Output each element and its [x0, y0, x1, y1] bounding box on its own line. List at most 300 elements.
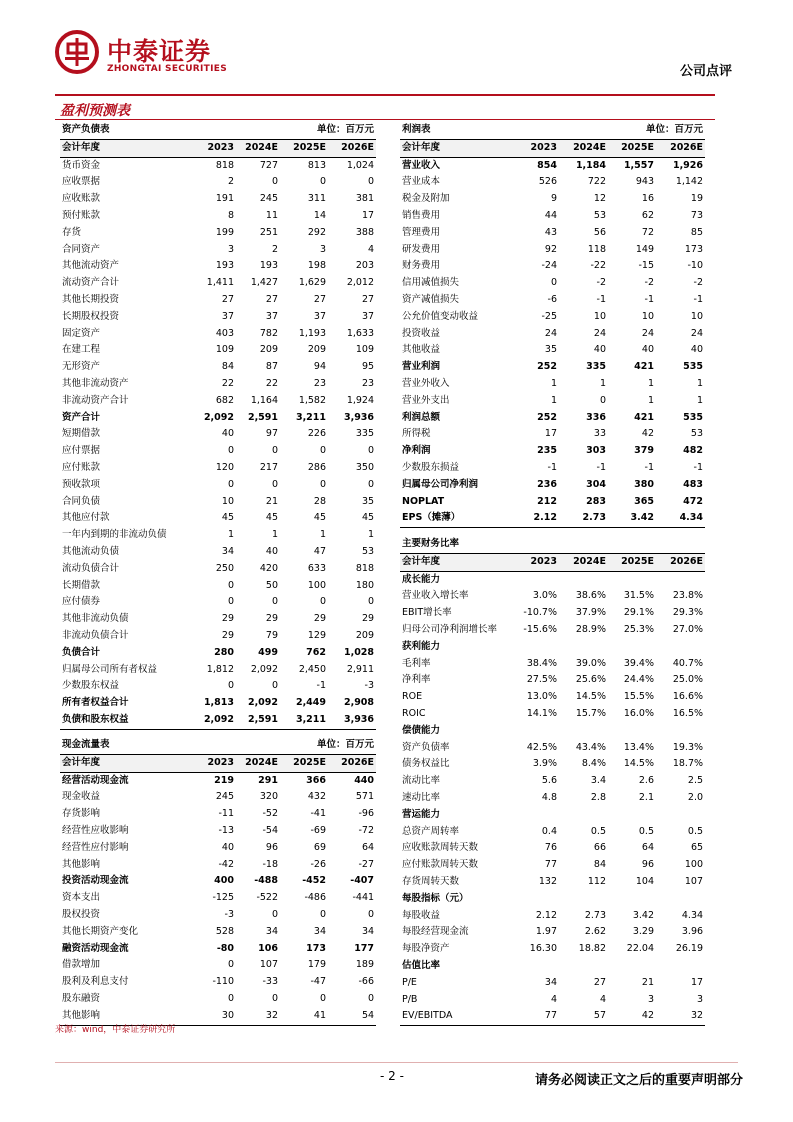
row-label: 预付账款 — [62, 209, 101, 221]
row-label: 应收账款周转天数 — [402, 842, 479, 854]
table-row — [400, 191, 705, 208]
row-value: 29.3% — [672, 607, 704, 619]
row-value: -3 — [364, 680, 375, 692]
row-label: 融资活动现金流 — [62, 942, 129, 954]
table-title: 现金流量表 — [60, 737, 280, 754]
row-label: 预收款项 — [62, 478, 101, 490]
table-row — [60, 174, 376, 191]
header-divider — [55, 94, 715, 96]
table-row — [60, 410, 376, 427]
row-value: 3,211 — [280, 712, 328, 729]
footer-divider — [55, 1062, 738, 1063]
row-value: 3.29 — [632, 926, 654, 938]
row-value: 41 — [280, 1008, 328, 1025]
row-label: 所得税 — [402, 428, 431, 440]
row-value: 0 — [227, 478, 234, 490]
table-row — [60, 359, 376, 376]
row-value: 1,557 — [623, 159, 654, 171]
row-label: 营业利润 — [402, 361, 441, 373]
row-value: 104 — [635, 875, 654, 887]
table-row — [60, 527, 376, 544]
row-label: 每股收益 — [402, 909, 441, 921]
row-value: 291 — [258, 774, 279, 786]
row-value — [608, 958, 656, 975]
table-row — [60, 393, 376, 410]
row-value: 18.7% — [672, 758, 704, 770]
row-value: 199 — [215, 226, 234, 238]
row-value: 1 — [550, 377, 557, 389]
row-value — [510, 639, 559, 656]
cash-flow-table — [60, 737, 376, 1026]
row-value: -42 — [218, 858, 234, 870]
row-value: 17 — [544, 428, 557, 440]
row-value: 69 — [313, 841, 327, 853]
row-value: 335 — [355, 428, 375, 440]
table-row — [60, 258, 376, 275]
row-value: 21 — [265, 495, 279, 507]
table-row — [400, 824, 705, 841]
table-row — [60, 342, 376, 359]
row-value: 1,193 — [298, 327, 327, 339]
row-value: 173 — [684, 243, 704, 255]
row-value: 53 — [593, 209, 606, 221]
row-value: 526 — [538, 176, 557, 188]
table-row — [60, 628, 376, 645]
row-label: 应付债券 — [62, 596, 101, 608]
row-label: 毛利率 — [402, 657, 431, 669]
row-value: 47 — [313, 545, 327, 557]
row-value: 3.42 — [608, 510, 656, 527]
table-row — [60, 678, 376, 695]
row-value: -1 — [644, 293, 654, 305]
row-label: 非流动负债合计 — [62, 629, 129, 641]
row-value: 180 — [355, 579, 375, 591]
row-value: 0 — [367, 478, 375, 490]
row-label: 偿债能力 — [402, 724, 441, 736]
row-value: 38.6% — [575, 590, 606, 602]
row-label: 其他收益 — [402, 344, 441, 356]
table-row — [400, 756, 705, 773]
column-header-year: 2026E — [656, 139, 705, 157]
row-value: 2.5 — [687, 775, 704, 787]
row-value: 1 — [647, 394, 654, 406]
row-value: 5.6 — [541, 775, 557, 787]
row-value: 4.34 — [656, 510, 705, 527]
row-value: -1 — [644, 461, 654, 473]
row-label: 负债和股东权益 — [60, 712, 186, 729]
row-value: 3.9% — [532, 758, 557, 770]
column-header-year: 2023 — [186, 139, 236, 157]
row-label: 净利率 — [402, 674, 431, 686]
row-value: 1,926 — [672, 159, 704, 171]
row-value: 380 — [634, 478, 654, 490]
row-value: 1,629 — [298, 277, 327, 289]
row-value: 27.5% — [526, 674, 557, 686]
row-value: 0 — [227, 445, 234, 457]
row-value: 0 — [271, 992, 279, 1004]
row-label: 每股经营现金流 — [402, 926, 469, 938]
column-header-year: 2024E — [236, 139, 280, 157]
row-value: 0.5 — [638, 825, 654, 837]
row-value: 40 — [593, 344, 606, 356]
table-row — [60, 242, 376, 259]
row-value: -2 — [596, 277, 606, 289]
row-label: 其他影响 — [60, 1008, 186, 1025]
table-title: 资产负债表 — [60, 122, 280, 139]
row-value: 193 — [259, 260, 279, 272]
row-value: 219 — [214, 774, 234, 786]
row-label: EBIT增长率 — [402, 607, 452, 619]
row-value: 40 — [265, 545, 279, 557]
row-value: 132 — [538, 875, 557, 887]
row-value: 1 — [271, 529, 279, 541]
column-header-label: 会计年度 — [400, 139, 510, 157]
row-value: 0 — [367, 908, 375, 920]
row-value: 3 — [647, 993, 654, 1005]
row-value: 2,591 — [236, 712, 280, 729]
row-value: -10 — [687, 260, 704, 272]
table-row — [60, 941, 376, 958]
row-value: 2,450 — [298, 663, 327, 675]
table-row — [60, 806, 376, 823]
row-label: 应付票据 — [62, 445, 101, 457]
row-value: 15.5% — [623, 691, 654, 703]
row-value: 379 — [634, 445, 654, 457]
row-label: 少数股东权益 — [62, 680, 120, 692]
row-value: 2.12 — [535, 909, 557, 921]
row-value: 381 — [355, 193, 375, 205]
row-value: 29 — [265, 613, 279, 625]
row-value: 854 — [537, 159, 557, 171]
row-label: 少数股东损益 — [402, 461, 460, 473]
row-value: 336 — [586, 411, 606, 423]
table-unit: 单位：百万元 — [608, 122, 705, 139]
table-title-row — [60, 737, 376, 754]
row-value: 77 — [510, 1008, 559, 1025]
table-row — [60, 907, 376, 924]
income-statement-table — [400, 122, 705, 528]
column-header-year: 2025E — [280, 139, 328, 157]
row-label: NOPLAT — [402, 495, 445, 507]
row-value: 292 — [307, 226, 327, 238]
row-value: 15.7% — [575, 707, 606, 719]
row-value: 571 — [355, 791, 375, 803]
row-value: 37.9% — [575, 607, 606, 619]
row-value: 28.9% — [575, 623, 606, 635]
row-value: 1,164 — [250, 394, 279, 406]
row-value: -11 — [218, 808, 234, 820]
row-label: 每股指标（元） — [402, 892, 469, 904]
column-header-year: 2026E — [328, 754, 376, 772]
row-value: 1,028 — [343, 646, 375, 658]
row-value: 26.19 — [675, 943, 704, 955]
row-label: 存货影响 — [62, 808, 101, 820]
row-value: 106 — [258, 942, 279, 954]
row-value: 109 — [355, 344, 375, 356]
row-value: 50 — [265, 579, 279, 591]
table-row — [60, 712, 376, 729]
row-value: 1,812 — [206, 663, 234, 675]
table-row — [400, 1008, 705, 1025]
row-value: 0.4 — [541, 825, 557, 837]
table-row — [400, 689, 705, 706]
table-row — [400, 494, 705, 511]
row-value: 37 — [221, 310, 234, 322]
table-row — [400, 773, 705, 790]
row-value: 0 — [367, 176, 375, 188]
row-label: 债务权益比 — [402, 758, 450, 770]
row-value: -2 — [693, 277, 704, 289]
row-value: 23.8% — [672, 590, 704, 602]
row-value: 10 — [221, 495, 234, 507]
table-row — [60, 873, 376, 890]
table-row — [400, 426, 705, 443]
row-value: -69 — [310, 824, 327, 836]
row-value: 1.97 — [535, 926, 557, 938]
column-header-year: 2023 — [510, 139, 559, 157]
row-value: 27 — [313, 293, 327, 305]
row-value — [559, 723, 608, 740]
row-label: 资产减值损失 — [402, 293, 460, 305]
row-value: 0 — [227, 680, 234, 692]
row-value: 22.04 — [626, 943, 654, 955]
row-label: 每股净资产 — [402, 943, 450, 955]
row-value: 64 — [361, 841, 375, 853]
row-value: 0 — [271, 908, 279, 920]
row-value: 14.5% — [623, 758, 654, 770]
row-value: 0.5 — [590, 825, 606, 837]
row-value: 0 — [271, 478, 279, 490]
row-label: 合同负债 — [62, 495, 101, 507]
row-label: 负债合计 — [62, 646, 101, 658]
row-value: 1 — [599, 377, 606, 389]
row-value: 0 — [227, 959, 234, 971]
row-value: 97 — [265, 428, 279, 440]
column-header-year: 2024E — [559, 139, 608, 157]
row-value: 34 — [361, 925, 375, 937]
row-value: 482 — [683, 445, 704, 457]
row-label: 税金及附加 — [402, 193, 450, 205]
row-value: 33 — [593, 428, 606, 440]
row-value: 29 — [221, 613, 234, 625]
row-label: 资产合计 — [62, 411, 101, 423]
row-value: 0 — [227, 992, 234, 1004]
row-value — [608, 571, 656, 588]
row-value: -22 — [590, 260, 606, 272]
row-label: 一年内到期的非流动负债 — [62, 529, 167, 541]
table-row — [400, 605, 705, 622]
table-title-row — [60, 122, 376, 139]
row-value: 217 — [259, 461, 279, 473]
row-value: 311 — [307, 193, 327, 205]
table-row — [400, 174, 705, 191]
row-value: 17 — [361, 209, 375, 221]
column-header-label: 会计年度 — [60, 139, 186, 157]
table-row — [60, 292, 376, 309]
row-value: 1,427 — [250, 277, 279, 289]
table-row — [60, 208, 376, 225]
row-value: 87 — [265, 361, 279, 373]
row-value: 483 — [683, 478, 704, 490]
column-header-year: 2023 — [186, 754, 236, 772]
row-value: 14 — [313, 209, 327, 221]
row-value: 40 — [690, 344, 704, 356]
row-value: -1 — [596, 293, 606, 305]
row-value: 1,582 — [298, 394, 327, 406]
row-value: 209 — [355, 629, 375, 641]
row-value: 191 — [215, 193, 234, 205]
row-label: 合同资产 — [62, 243, 101, 255]
row-label: EV/EBITDA — [400, 1008, 510, 1025]
row-label: ROE — [402, 691, 423, 703]
table-row — [400, 309, 705, 326]
row-value: 10 — [593, 310, 606, 322]
row-label: 其他流动资产 — [62, 260, 120, 272]
row-value: 250 — [215, 562, 234, 574]
column-header-label: 会计年度 — [60, 754, 186, 772]
row-label: 应收票据 — [62, 176, 101, 188]
table-row — [400, 874, 705, 891]
row-value: 43.4% — [575, 741, 606, 753]
row-value: 177 — [354, 942, 375, 954]
row-value: 1 — [696, 377, 704, 389]
row-label: 成长能力 — [402, 573, 441, 585]
row-value: 9 — [550, 193, 557, 205]
row-value: 149 — [635, 243, 654, 255]
row-value: 2,911 — [346, 663, 375, 675]
row-label: EPS（摊薄） — [400, 510, 510, 527]
row-value: 73 — [690, 209, 704, 221]
row-value — [656, 958, 705, 975]
row-label: 流动资产合计 — [62, 277, 120, 289]
table-row — [400, 790, 705, 807]
row-value: 0 — [319, 596, 327, 608]
row-value: 11 — [265, 209, 279, 221]
row-value: 722 — [587, 176, 606, 188]
row-label: 估值比率 — [402, 959, 441, 971]
row-value: 42 — [641, 428, 654, 440]
table-row — [400, 891, 705, 908]
row-value: 24 — [593, 327, 606, 339]
row-value: 535 — [683, 411, 704, 423]
row-value: 727 — [259, 159, 279, 171]
row-value: 40 — [641, 344, 654, 356]
report-type-label: 公司点评 — [679, 64, 732, 79]
row-value: 16.5% — [672, 707, 704, 719]
row-value: -1 — [547, 461, 557, 473]
row-value: 2,449 — [295, 697, 327, 709]
row-value: 1,142 — [675, 176, 704, 188]
financial-ratios-table — [400, 536, 705, 1026]
row-value: 27 — [221, 293, 234, 305]
row-label: 其他非流动资产 — [62, 377, 129, 389]
row-value: 245 — [215, 791, 234, 803]
row-label: 存货 — [62, 226, 82, 238]
column-header-year: 2023 — [510, 553, 559, 571]
row-value: 27 — [593, 976, 606, 988]
row-value: 112 — [587, 875, 606, 887]
table-row — [400, 740, 705, 757]
table-row — [400, 840, 705, 857]
table-row — [400, 275, 705, 292]
row-value: -1 — [693, 461, 704, 473]
row-value: 19.3% — [672, 741, 704, 753]
row-value: 226 — [307, 428, 327, 440]
row-value: 64 — [641, 842, 654, 854]
row-value: 2.1 — [638, 791, 654, 803]
column-header-year: 2026E — [656, 553, 705, 571]
table-row — [60, 309, 376, 326]
row-value: -33 — [262, 976, 279, 988]
row-value: -24 — [541, 260, 557, 272]
row-value: -452 — [302, 875, 327, 887]
row-value: -80 — [216, 942, 234, 954]
row-value — [559, 807, 608, 824]
table-row — [400, 359, 705, 376]
row-label: 营运能力 — [402, 808, 441, 820]
row-label: 营业外支出 — [402, 394, 450, 406]
row-value: 54 — [328, 1008, 376, 1025]
table-row — [60, 957, 376, 974]
table-row — [400, 706, 705, 723]
row-value: 39.0% — [575, 657, 606, 669]
row-label: 速动比率 — [402, 791, 441, 803]
row-value: -1 — [693, 293, 704, 305]
row-value: 212 — [537, 495, 557, 507]
row-label: 投资活动现金流 — [62, 875, 129, 887]
table-row — [60, 544, 376, 561]
table-row — [400, 622, 705, 639]
table-row — [60, 443, 376, 460]
row-value: 0 — [367, 445, 375, 457]
row-value: 350 — [355, 461, 375, 473]
table-row — [400, 639, 705, 656]
row-value: 1,024 — [346, 159, 375, 171]
row-label: 其他非流动负债 — [62, 613, 129, 625]
row-value: 25.0% — [672, 674, 704, 686]
row-value: -96 — [358, 808, 375, 820]
row-value: 0 — [550, 277, 557, 289]
table-row — [60, 840, 376, 857]
row-value: 813 — [307, 159, 327, 171]
row-value: 16.6% — [672, 691, 704, 703]
row-value: -54 — [262, 824, 279, 836]
row-value: 16.30 — [529, 943, 557, 955]
row-value: 0 — [271, 176, 279, 188]
table-row — [60, 772, 376, 789]
row-value: 2.6 — [638, 775, 654, 787]
row-value: 0 — [367, 992, 375, 1004]
row-label: 在建工程 — [62, 344, 101, 356]
row-value: 2,092 — [203, 411, 234, 423]
row-value: 193 — [215, 260, 234, 272]
row-value: -3 — [224, 908, 234, 920]
table-header-row — [60, 754, 376, 772]
row-value: 13.4% — [623, 741, 654, 753]
row-value: 3.42 — [632, 909, 654, 921]
balance-sheet-table — [60, 122, 376, 730]
column-header-year: 2026E — [328, 139, 376, 157]
row-value: 28 — [313, 495, 327, 507]
row-value: 4 — [599, 993, 606, 1005]
row-value: 66 — [593, 842, 606, 854]
row-value: 198 — [307, 260, 327, 272]
row-value: 37 — [361, 310, 375, 322]
row-value: 1,184 — [575, 159, 606, 171]
row-value: 1,633 — [346, 327, 375, 339]
row-value: 18.82 — [578, 943, 606, 955]
row-value: -486 — [304, 892, 327, 904]
